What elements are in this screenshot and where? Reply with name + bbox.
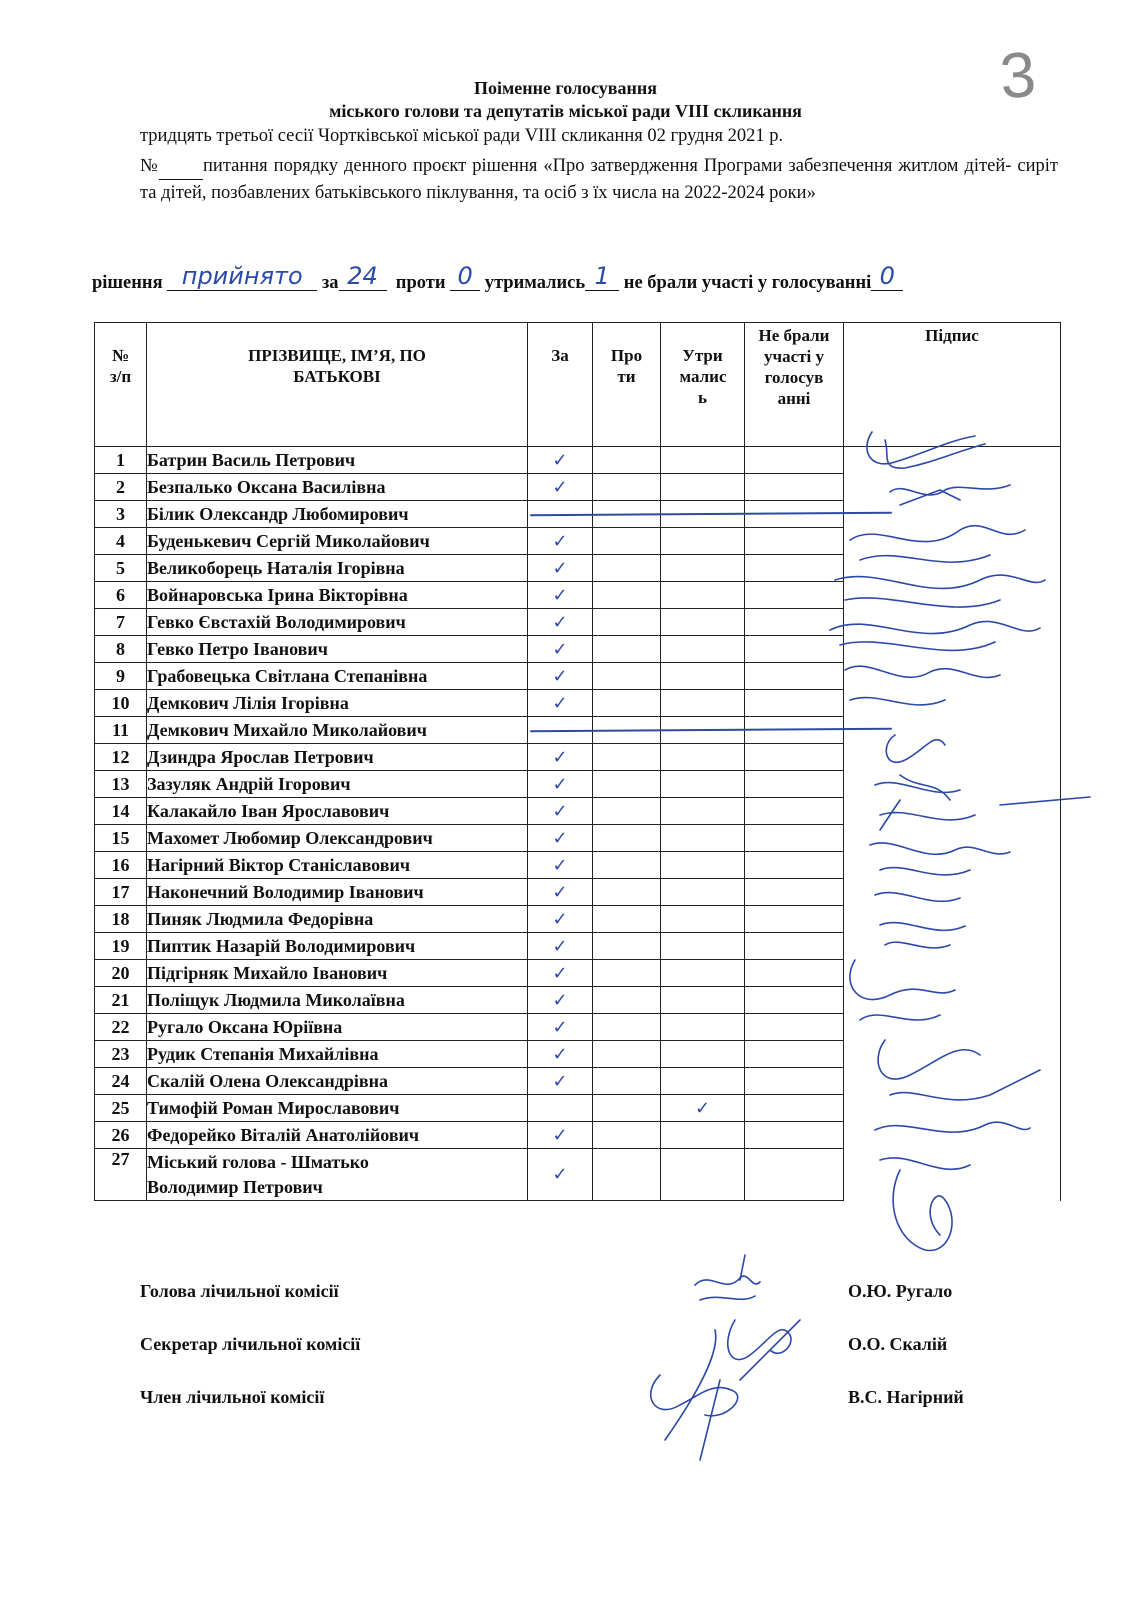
row-number: 11 <box>95 717 147 744</box>
check-mark-icon: ✓ <box>552 854 568 876</box>
document-title: Поіменне голосування <box>473 78 658 98</box>
row-number: 18 <box>95 906 147 933</box>
row-name: Демкович Лілія Ігорівна <box>147 690 528 717</box>
row-name: Махомет Любомир Олександрович <box>147 825 528 852</box>
row-number: 19 <box>95 933 147 960</box>
row-name: Дзиндра Ярослав Петрович <box>147 744 528 771</box>
check-mark-icon: ✓ <box>552 692 568 714</box>
decision-label: рішення <box>92 273 163 293</box>
chair-name: О.Ю. Ругало <box>848 1281 953 1301</box>
row-name: Калакайло Іван Ярославович <box>147 798 528 825</box>
header-against: Про ти <box>593 323 661 447</box>
row-name: Пиняк Людмила Федорівна <box>147 906 528 933</box>
check-mark-icon: ✓ <box>552 449 568 471</box>
row-name: Наконечний Володимир Іванович <box>147 879 528 906</box>
document-title-line2: міського голови та депутатів міської ради VIII скликання <box>329 101 802 121</box>
header-signature: Підпис <box>844 323 1061 447</box>
header-num: № з/п <box>95 323 147 447</box>
row-number: 22 <box>95 1014 147 1041</box>
row-number: 1 <box>95 447 147 474</box>
row-number: 4 <box>95 528 147 555</box>
abstained-value: 1 <box>594 262 610 290</box>
row-number: 7 <box>95 609 147 636</box>
row-number: 6 <box>95 582 147 609</box>
check-mark-icon: ✓ <box>552 962 568 984</box>
for-value: 24 <box>347 262 378 290</box>
row-name: Скалій Олена Олександрівна <box>147 1068 528 1095</box>
row-name: Зазуляк Андрій Ігорович <box>147 771 528 798</box>
row-name: Федорейко Віталій Анатолійович <box>147 1122 528 1149</box>
row-name: Рудик Степанія Михайлівна <box>147 1041 528 1068</box>
row-number: 8 <box>95 636 147 663</box>
page-number: 3 <box>997 37 1039 113</box>
abstained-label: утримались <box>484 273 586 293</box>
session-line: тридцять третьої сесії Чортківської міської ради VIII скликання 02 грудня 2021 р. <box>140 126 784 146</box>
check-mark-icon: ✓ <box>552 881 568 903</box>
check-mark-icon: ✓ <box>552 584 568 606</box>
row-name: Гевко Євстахій Володимирович <box>147 609 528 636</box>
check-mark-icon: ✓ <box>694 1097 711 1119</box>
row-name: Демкович Михайло Миколайович <box>147 717 528 744</box>
secretary-label: Секретар лічильної комісії <box>140 1334 361 1354</box>
check-mark-icon: ✓ <box>552 530 568 552</box>
check-mark-icon: ✓ <box>552 1124 568 1146</box>
check-mark-icon: ✓ <box>552 908 568 930</box>
row-name: Войнаровська Ірина Вікторівна <box>147 582 528 609</box>
row-name: Тимофій Роман Мирославович <box>147 1095 528 1122</box>
secretary-signature <box>728 1320 800 1380</box>
row-number: 12 <box>95 744 147 771</box>
row-name: Поліщук Людмила Миколаївна <box>147 987 528 1014</box>
check-mark-icon: ✓ <box>552 1164 568 1185</box>
row-number: 10 <box>95 690 147 717</box>
header-not-voted: Не брали участі у голосув анні <box>745 323 844 447</box>
member-signature <box>651 1330 738 1460</box>
check-mark-icon: ✓ <box>552 989 568 1011</box>
check-mark-icon: ✓ <box>552 746 568 768</box>
row-name: Ругало Оксана Юріївна <box>147 1014 528 1041</box>
row-name: Міський голова - Шматько Володимир Петрович <box>147 1149 528 1201</box>
against-label: проти <box>395 273 446 293</box>
check-mark-icon: ✓ <box>552 773 568 795</box>
row-number: 26 <box>95 1122 147 1149</box>
question-number-sign: № <box>140 156 160 176</box>
row-number: 14 <box>95 798 147 825</box>
header-abstained: Утри малис ь <box>661 323 745 447</box>
check-mark-icon: ✓ <box>552 1016 568 1038</box>
row-name: Пиптик Назарій Володимирович <box>147 933 528 960</box>
check-mark-icon: ✓ <box>552 935 568 957</box>
check-mark-icon: ✓ <box>552 638 568 660</box>
row-number: 16 <box>95 852 147 879</box>
row-name: Грабовецька Світлана Степанівна <box>147 663 528 690</box>
row-number: 25 <box>95 1095 147 1122</box>
row-number: 15 <box>95 825 147 852</box>
for-label: за <box>321 273 339 293</box>
member-label: Член лічильної комісії <box>140 1387 325 1407</box>
check-mark-icon: ✓ <box>552 1070 568 1092</box>
check-mark-icon: ✓ <box>552 665 568 687</box>
not-voted-label: не брали участі у голосуванні <box>623 273 872 293</box>
row-name: Підгірняк Михайло Іванович <box>147 960 528 987</box>
secretary-name: О.О. Скалій <box>848 1334 948 1354</box>
check-mark-icon: ✓ <box>552 1043 568 1065</box>
chair-label: Голова лічильної комісії <box>140 1281 339 1301</box>
row-number: 17 <box>95 879 147 906</box>
header-for: За <box>528 323 593 447</box>
row-number: 2 <box>95 474 147 501</box>
row-number: 23 <box>95 1041 147 1068</box>
chair-signature <box>695 1255 760 1300</box>
row-number: 24 <box>95 1068 147 1095</box>
row-name: Білик Олександр Любомирович <box>147 501 528 528</box>
row-number: 21 <box>95 987 147 1014</box>
check-mark-icon: ✓ <box>552 611 568 633</box>
check-mark-icon: ✓ <box>552 800 568 822</box>
row-number: 9 <box>95 663 147 690</box>
check-mark-icon: ✓ <box>552 827 568 849</box>
against-value: 0 <box>457 262 473 290</box>
header-name: ПРІЗВИЩЕ, ІМ’Я, ПО БАТЬКОВІ <box>147 323 528 447</box>
row-number: 13 <box>95 771 147 798</box>
row-name: Гевко Петро Іванович <box>147 636 528 663</box>
row-number: 27 <box>95 1149 147 1201</box>
row-name: Буденькевич Сергій Миколайович <box>147 528 528 555</box>
question-text: питання порядку денного проєкт рішення «Про затвердження Програми забезпечення житлом дітей- сиріт та дітей, позбавлених батьківського піклування, та осіб з їх числа на 2022-2024 роки» <box>140 156 1058 203</box>
row-name: Безпалько Оксана Василівна <box>147 474 528 501</box>
member-name: В.С. Нагірний <box>848 1387 964 1407</box>
row-number: 5 <box>95 555 147 582</box>
row-name: Великоборець Наталія Ігорівна <box>147 555 528 582</box>
row-name: Батрин Василь Петрович <box>147 447 528 474</box>
row-number: 3 <box>95 501 147 528</box>
row-name: Нагірний Віктор Станіславович <box>147 852 528 879</box>
row-number: 20 <box>95 960 147 987</box>
check-mark-icon: ✓ <box>552 476 568 498</box>
not-voted-value: 0 <box>879 262 895 290</box>
check-mark-icon: ✓ <box>552 557 568 579</box>
decision-value: прийнято <box>181 262 303 290</box>
